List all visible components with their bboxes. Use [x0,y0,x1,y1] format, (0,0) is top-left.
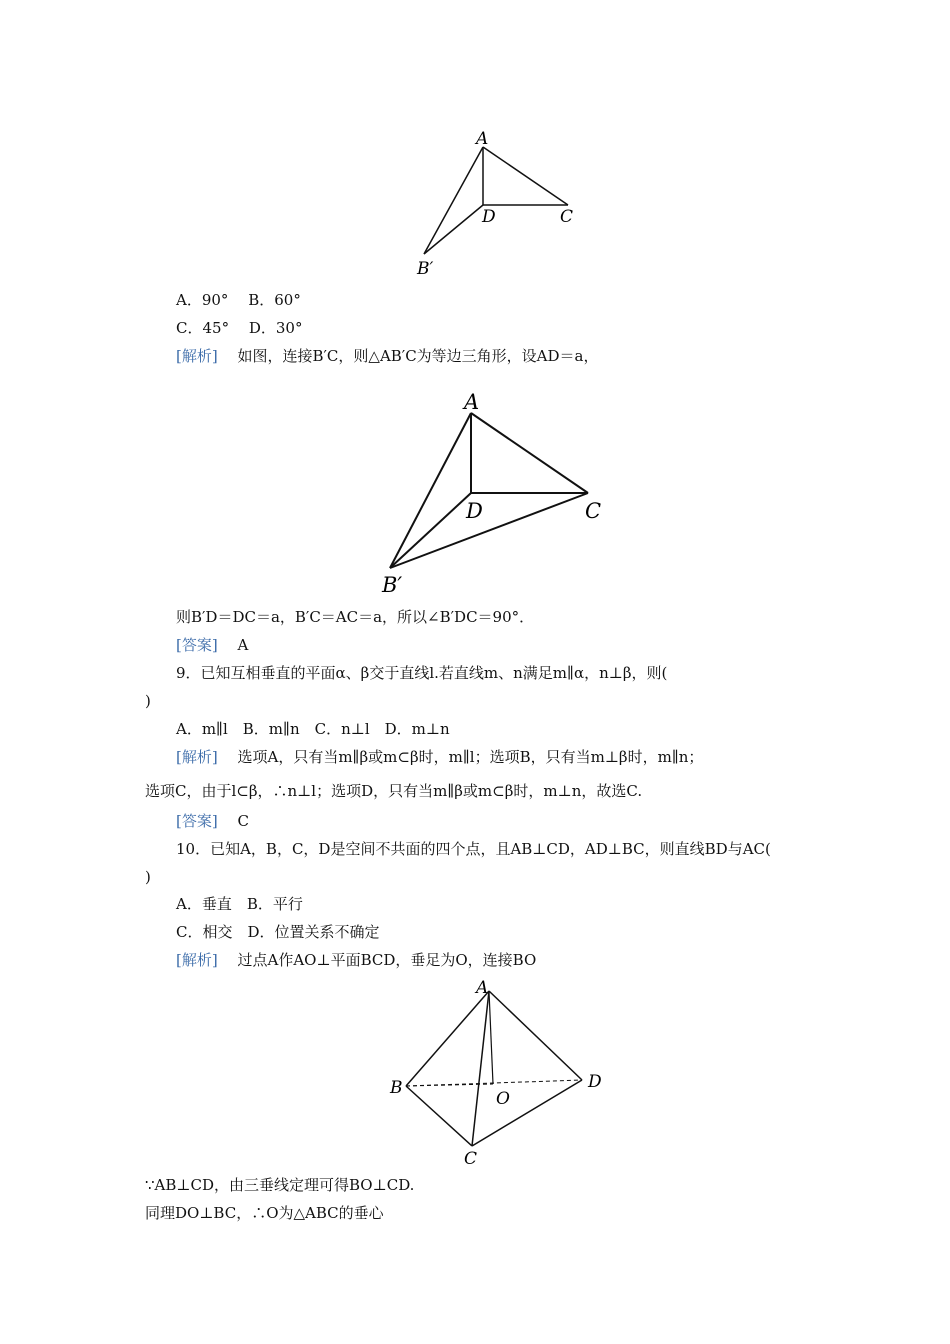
q9-stem-line1: 9．已知互相垂直的平面α、β交于直线l.若直线m、n满足m∥α，n⊥β，则( [176,664,668,682]
q8-analysis-tag: [解析] [176,347,218,365]
figure-3-tetrahedron [380,976,620,1166]
q8-options-row2 [176,318,302,338]
q10-analysis-tag: [解析] [176,951,218,969]
q10-reasoning-line2: 同理DO⊥BC，∴O为△ABC的垂心 [145,1204,384,1222]
q10-stem-line1: 10．已知A，B，C，D是空间不共面的四个点，且AB⊥CD，AD⊥BC，则直线BD与AC( [176,840,771,858]
fig1-label-a: A [476,129,489,149]
q8-option-a: A．90° [176,291,229,309]
q8-option-d: D．30° [248,319,303,337]
fig3-label-c: C [464,1149,478,1166]
q8-analysis-text: 如图，连接B′C，则△AB′C为等边三角形，设AD＝a， [237,347,599,365]
fig1-label-c: C [560,207,574,227]
fig3-label-d: D [588,1072,602,1092]
fig3-label-b: B [390,1078,403,1098]
fig3-label-o: O [496,1089,510,1109]
q9-stem-line2: ) [145,692,151,710]
q9-analysis-tag: [解析] [176,748,218,766]
q8-answer-tag: [答案] [176,636,218,654]
fig2-label-c: C [585,499,602,523]
fig1-label-d: D [482,207,496,227]
q10-reasoning-line1: ∵AB⊥CD，由三垂线定理可得BO⊥CD. [145,1176,415,1194]
q8-analysis [176,346,598,366]
q8-option-b: B．60° [248,291,301,309]
q9-analysis-line2: 选项C，由于l⊂β，∴n⊥l；选项D，只有当m∥β或m⊂β时，m⊥n，故选C. [145,782,643,800]
q9-options: A．m∥l B．m∥n C．n⊥l D．m⊥n [176,720,450,738]
q8-option-c: C．45° [176,319,230,337]
fig2-label-b: B′ [382,573,403,597]
q8-answer-value: A [237,636,249,654]
fig1-label-b: B′ [417,259,434,279]
figure-2-tetrahedron [370,388,620,600]
figure-1-tetrahedron [400,122,600,282]
q10-stem-line2: ) [145,868,151,886]
q9-answer [176,811,249,831]
fig3-label-a: A [476,978,489,998]
q9-analysis-line1: 选项A，只有当m∥β或m⊂β时，m∥l；选项B，只有当m⊥β时，m∥n； [237,748,704,766]
q9-answer-value: C [237,812,249,830]
q8-conclusion: 则B′D＝DC＝a，B′C＝AC＝a，所以∠B′DC＝90°． [176,608,535,626]
q8-options-row1 [176,290,301,310]
q9-analysis [176,747,703,767]
fig2-label-a: A [464,390,480,414]
q10-options-row2: C．相交 D．位置关系不确定 [176,923,380,941]
q9-answer-tag: [答案] [176,812,218,830]
q10-analysis-text: 过点A作AO⊥平面BCD，垂足为O，连接BO [237,951,537,969]
q10-options-row1: A．垂直 B．平行 [176,895,303,913]
fig2-label-d: D [466,499,483,523]
q10-analysis [176,950,536,970]
q8-answer [176,635,248,655]
